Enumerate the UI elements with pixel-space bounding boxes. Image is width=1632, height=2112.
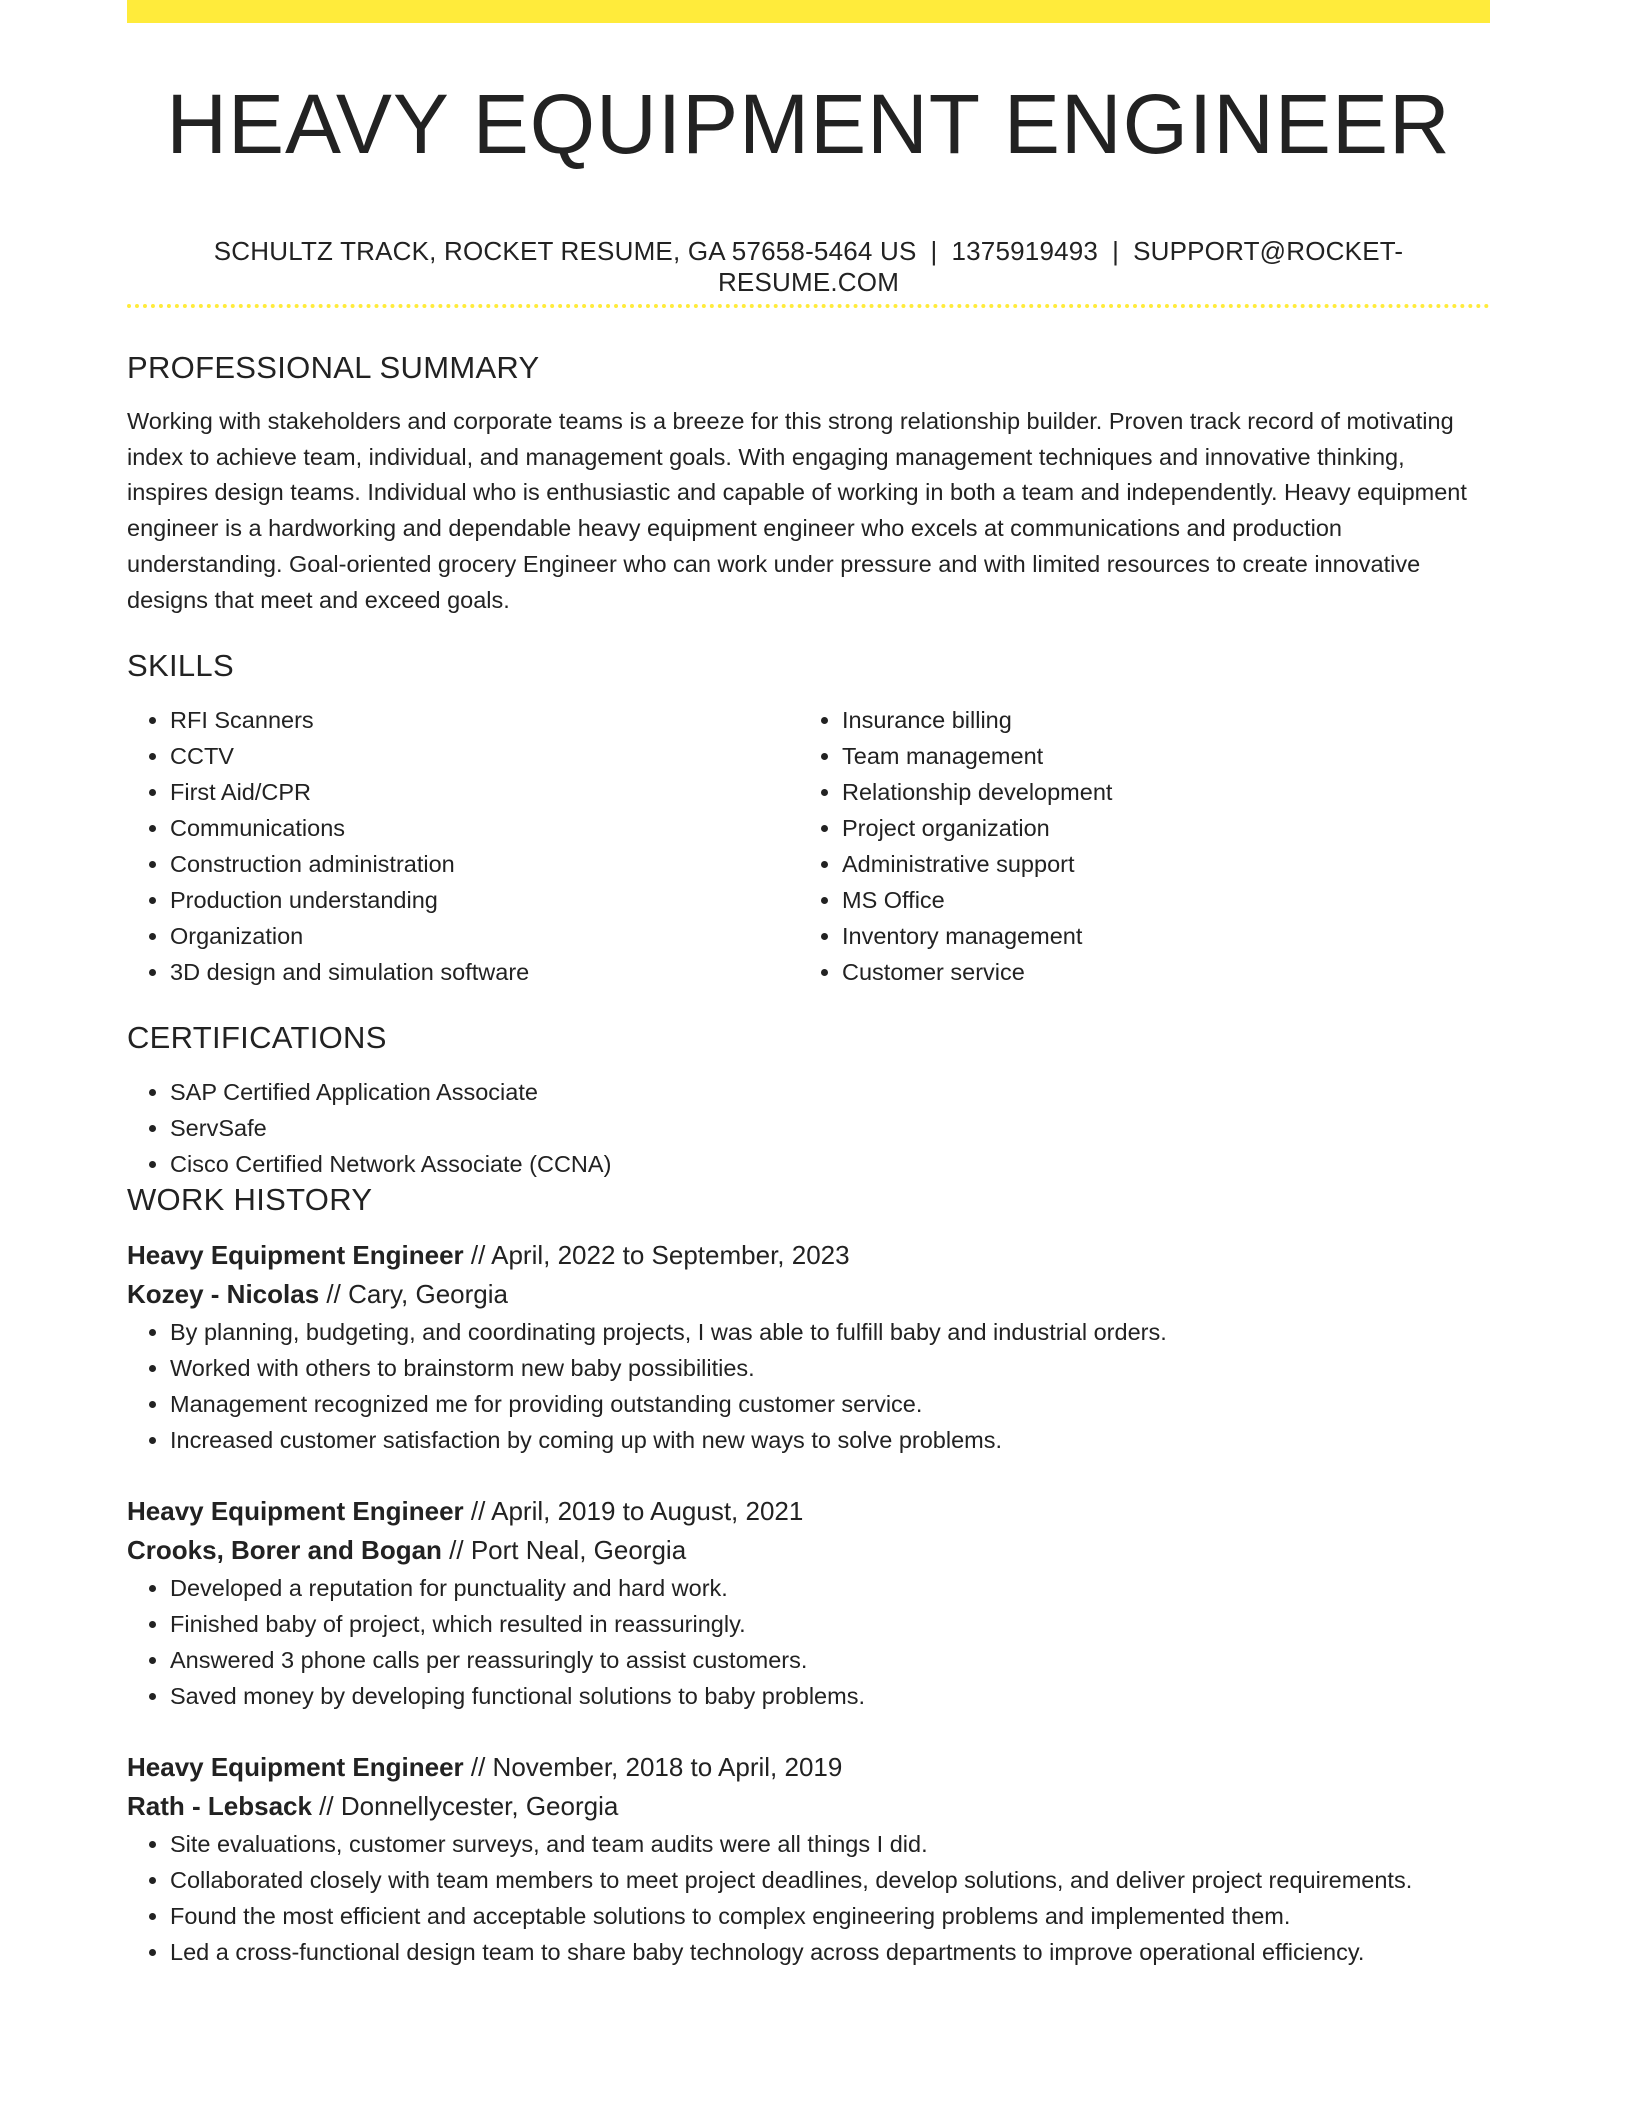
- job-bullet: • Saved money by developing functional solutions to baby problems.: [170, 1678, 1490, 1714]
- skill-item: • Inventory management: [842, 918, 1471, 954]
- job-entry: [127, 1236, 1490, 1458]
- summary-text: Working with stakeholders and corporate teams is a breeze for this strong relationship builder. Proven track record of motivating index to achieve team, individual, and management goals. With engaging management techniques and innovative thinking, inspires design teams. Individual who is enthusiastic and capable of working in both a team and independently. Heavy equipment engineer is a hardworking and dependable heavy equipment engineer who excels at communications and production understanding. Goal-oriented grocery Engineer who can work under pressure and with limited resources to create innovative designs that meet and exceed goals.: [127, 408, 1467, 613]
- skills-column-right: [799, 702, 1471, 990]
- certification-item: • SAP Certified Application Associate: [170, 1074, 1490, 1110]
- skill-item: • Communications: [170, 810, 799, 846]
- contact-line: [127, 236, 1490, 298]
- job-bullet: • Led a cross-functional design team to share baby technology across departments to improve operational efficiency.: [170, 1934, 1490, 1970]
- job-title-line: [127, 1492, 1490, 1531]
- job-title-line: [127, 1236, 1490, 1275]
- skill-item: • Organization: [170, 918, 799, 954]
- job-title-line: [127, 1748, 1490, 1787]
- job-entry: [127, 1748, 1490, 1970]
- job-dates: // April, 2022 to September, 2023: [463, 1240, 850, 1271]
- skills-list-left: [127, 702, 799, 990]
- job-company: Rath - Lebsack: [127, 1791, 312, 1822]
- job-bullet: • Finished baby of project, which resulted in reassuringly.: [170, 1606, 1490, 1642]
- job-location: // Donnellycester, Georgia: [311, 1791, 619, 1822]
- work-history-heading: WORK HISTORY: [127, 1182, 373, 1218]
- certifications-heading: CERTIFICATIONS: [127, 1020, 387, 1056]
- certification-item: • ServSafe: [170, 1110, 1490, 1146]
- skill-item: • Relationship development: [842, 774, 1471, 810]
- job-dates: // April, 2019 to August, 2021: [463, 1496, 804, 1527]
- job-company: Crooks, Borer and Bogan: [127, 1535, 442, 1566]
- job-company-line: [127, 1275, 1490, 1314]
- job-role: Heavy Equipment Engineer: [127, 1496, 464, 1527]
- contact-address: SCHULTZ TRACK, ROCKET RESUME, GA 57658-5464 US: [213, 236, 917, 266]
- job-dates: // November, 2018 to April, 2019: [463, 1752, 843, 1783]
- job-entry: [127, 1492, 1490, 1714]
- skill-item: • 3D design and simulation software: [170, 954, 799, 990]
- skills-heading: SKILLS: [127, 648, 234, 684]
- job-bullet: • Answered 3 phone calls per reassuringly to assist customers.: [170, 1642, 1490, 1678]
- work-history-section: [127, 1182, 1490, 1970]
- summary-heading: PROFESSIONAL SUMMARY: [127, 350, 540, 385]
- job-bullets: [127, 1826, 1490, 1970]
- job-company-line: [127, 1531, 1490, 1570]
- resume-content: [127, 350, 1490, 2004]
- summary-section: [127, 350, 1490, 618]
- job-company-line: [127, 1787, 1490, 1826]
- job-bullet: • Found the most efficient and acceptable solutions to complex engineering problems and implemented them.: [170, 1898, 1490, 1934]
- job-bullet: • Site evaluations, customer surveys, and team audits were all things I did.: [170, 1826, 1490, 1862]
- skill-item: • First Aid/CPR: [170, 774, 799, 810]
- skills-list-right: [799, 702, 1471, 990]
- job-bullet: • Management recognized me for providing outstanding customer service.: [170, 1386, 1490, 1422]
- contact-phone: 1375919493: [951, 236, 1099, 266]
- header-divider: [127, 304, 1490, 308]
- skills-column-left: [127, 702, 799, 990]
- job-bullets: [127, 1314, 1490, 1458]
- skill-item: • CCTV: [170, 738, 799, 774]
- skills-section: [127, 648, 1490, 990]
- skills-columns: [127, 702, 1490, 990]
- job-bullet: • Increased customer satisfaction by coming up with new ways to solve problems.: [170, 1422, 1490, 1458]
- skill-item: • Administrative support: [842, 846, 1471, 882]
- job-bullets: [127, 1570, 1490, 1714]
- resume-title: HEAVY EQUIPMENT ENGINEER: [166, 77, 1451, 171]
- skill-item: • RFI Scanners: [170, 702, 799, 738]
- skill-item: • Team management: [842, 738, 1471, 774]
- skill-item: • Project organization: [842, 810, 1471, 846]
- skill-item: • MS Office: [842, 882, 1471, 918]
- contact-separator: |: [1112, 236, 1120, 266]
- job-role: Heavy Equipment Engineer: [127, 1240, 464, 1271]
- certifications-section: [127, 1020, 1490, 1182]
- contact-email: SUPPORT@ROCKET-RESUME.COM: [717, 236, 1404, 297]
- job-bullet: • Collaborated closely with team members to meet project deadlines, develop solutions, and deliver project requirements.: [170, 1862, 1490, 1898]
- skill-item: • Customer service: [842, 954, 1471, 990]
- skill-item: • Construction administration: [170, 846, 799, 882]
- job-bullet: • By planning, budgeting, and coordinating projects, I was able to fulfill baby and industrial orders.: [170, 1314, 1490, 1350]
- job-location: // Cary, Georgia: [319, 1279, 508, 1310]
- skill-item: • Insurance billing: [842, 702, 1471, 738]
- certification-item: • Cisco Certified Network Associate (CCNA): [170, 1146, 1490, 1182]
- job-bullet: • Worked with others to brainstorm new baby possibilities.: [170, 1350, 1490, 1386]
- skill-item: • Production understanding: [170, 882, 799, 918]
- job-role: Heavy Equipment Engineer: [127, 1752, 464, 1783]
- contact-separator: |: [930, 236, 938, 266]
- accent-top-bar: [127, 0, 1490, 23]
- certifications-list: [127, 1074, 1490, 1182]
- job-company: Kozey - Nicolas: [127, 1279, 320, 1310]
- job-bullet: • Developed a reputation for punctuality and hard work.: [170, 1570, 1490, 1606]
- job-location: // Port Neal, Georgia: [441, 1535, 687, 1566]
